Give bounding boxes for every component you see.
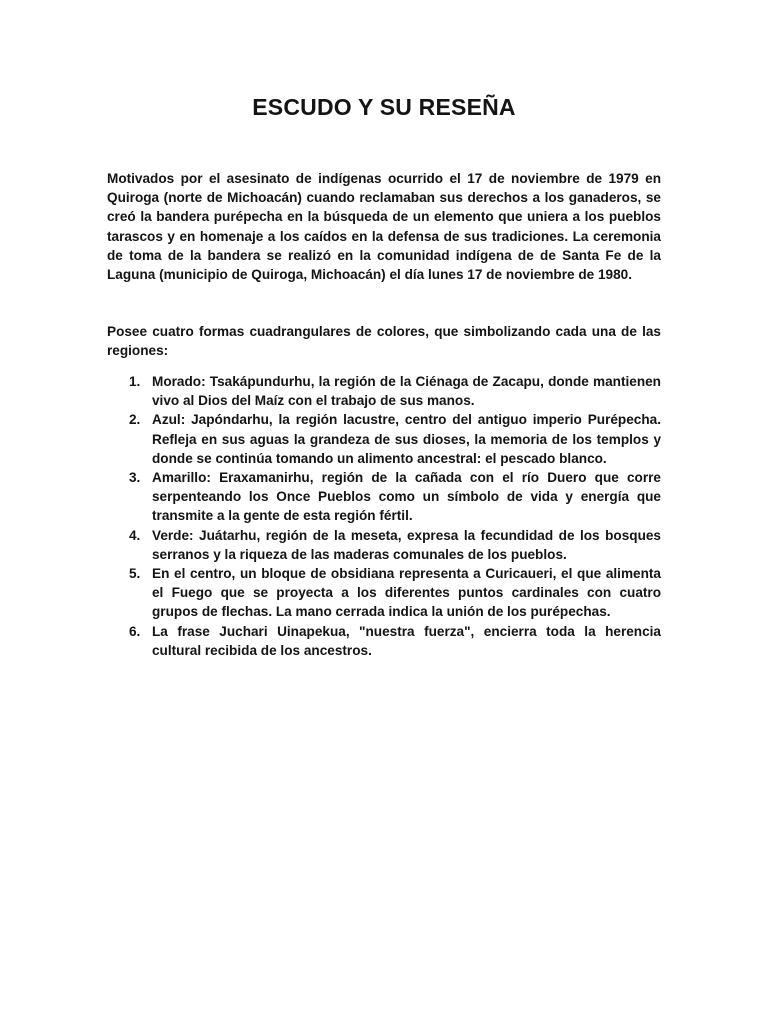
list-item-number: 4. xyxy=(129,527,141,543)
list-item-text: La frase Juchari Uinapekua, "nuestra fuerza", encierra toda la herencia cultural recibida de los ancestros. xyxy=(152,623,661,658)
list-item-text: En el centro, un bloque de obsidiana representa a Curicaueri, el que alimenta el Fuego que se proyecta a los diferentes puntos cardinales con cuatro grupos de flechas. La mano cerrada indica la unión de los purépechas. xyxy=(152,566,661,620)
list-item-number: 5. xyxy=(129,566,141,582)
list-item-number: 2. xyxy=(129,412,141,428)
document-title: ESCUDO Y SU RESEÑA xyxy=(252,94,516,120)
list-item-number: 3. xyxy=(129,470,141,486)
list-item-text: Verde: Juátarhu, región de la meseta, expresa la fecundidad de los bosques serranos y la riqueza de las maderas comunales de los pueblos. xyxy=(152,527,661,562)
list-item-text: Azul: Japóndarhu, la región lacustre, centro del antiguo imperio Purépecha. Refleja en sus aguas la grandeza de sus dioses, la memoria de los templos y donde se continúa tomando un alimento ancestral: el pescado blanco. xyxy=(152,412,661,466)
list-item-text: Morado: Tsakápundurhu, la región de la Ciénaga de Zacapu, donde mantienen vivo al Dios del Maíz con el trabajo de sus manos. xyxy=(152,374,661,409)
list-item xyxy=(107,468,661,526)
list-item-number: 1. xyxy=(129,374,141,389)
list-item xyxy=(107,526,661,564)
list-item-text: Amarillo: Eraxamanirhu, región de la cañada con el río Duero que corre serpenteando los Once Pueblos como un símbolo de vida y energía que transmite a la gente de esta región fértil. xyxy=(152,470,661,524)
regions-paragraph: Posee cuatro formas cuadrangulares de colores, que simbolizando cada una de las regiones: xyxy=(107,324,661,359)
intro-paragraph: Motivados por el asesinato de indígenas ocurrido el 17 de noviembre de 1979 en Quiroga (norte de Michoacán) cuando reclamaban sus derechos a los ganaderos, se creó la bandera purépecha en la búsqueda de un elemento que uniera a los pueblos tarascos y en homenaje a los caídos en la defensa de sus tradiciones. La ceremonia de toma de la bandera se realizó en la comunidad indígena de de Santa Fe de la Laguna (municipio de Quiroga, Michoacán) el día lunes 17 de noviembre de 1980. xyxy=(107,171,661,283)
list-item xyxy=(107,564,661,622)
list-item xyxy=(107,410,661,468)
regions-list xyxy=(107,372,661,660)
list-item xyxy=(107,372,661,410)
list-item-number: 6. xyxy=(129,623,141,639)
list-item xyxy=(107,622,661,660)
